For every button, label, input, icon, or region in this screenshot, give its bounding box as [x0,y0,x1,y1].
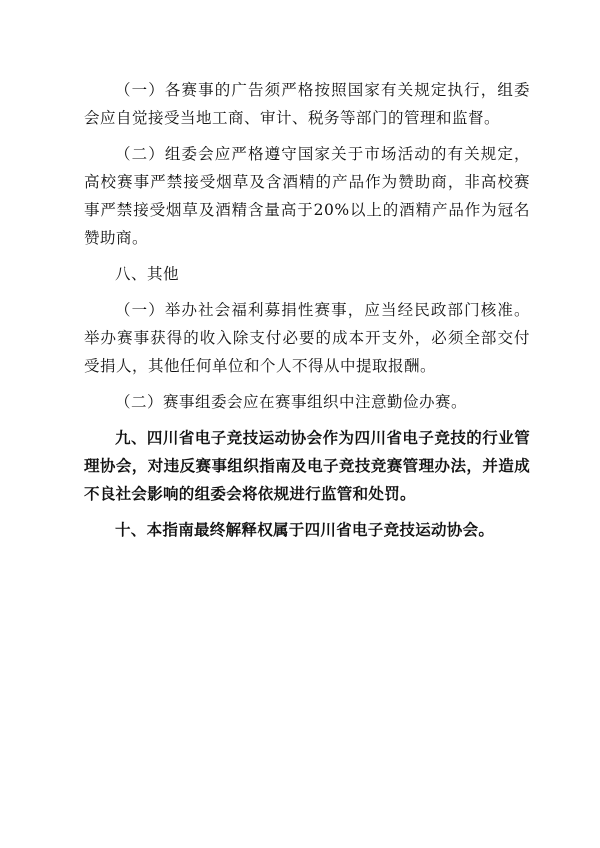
paragraph-advertising-rules: （一）各赛事的广告须严格按照国家有关规定执行，组委会应自觉接受当地工商、审计、税务等部门的管理和监督。 [84,81,530,127]
paragraph-interpretation-rights: 十、本指南最终解释权属于四川省电子竞技运动协会。 [115,521,495,539]
document-body [84,76,530,552]
section-heading-other: 八、其他 [115,265,180,283]
paragraph-frugal-events: （二）赛事组委会应在赛事组织中注意勤俭办赛。 [115,393,468,411]
paragraph-charity-events: （一）举办社会福利募捐性赛事，应当经民政部门核准。举办赛事获得的收入除支付必要的成本开支外，必须全部交付受捐人，其他任何单位和个人不得从中提取报酬。 [84,301,530,375]
paragraph-association-supervision: 九、四川省电子竞技运动协会作为四川省电子竞技的行业管理协会，对违反赛事组织指南及电子竞技竞赛管理办法，并造成不良社会影响的组委会将依规进行监管和处罚。 [84,429,530,503]
paragraph-sponsorship-rules: （二）组委会应严格遵守国家关于市场活动的有关规定，高校赛事严禁接受烟草及含酒精的产品作为赞助商，非高校赛事严禁接受烟草及酒精含量高于20%以上的酒精产品作为冠名赞助商。 [84,145,530,247]
